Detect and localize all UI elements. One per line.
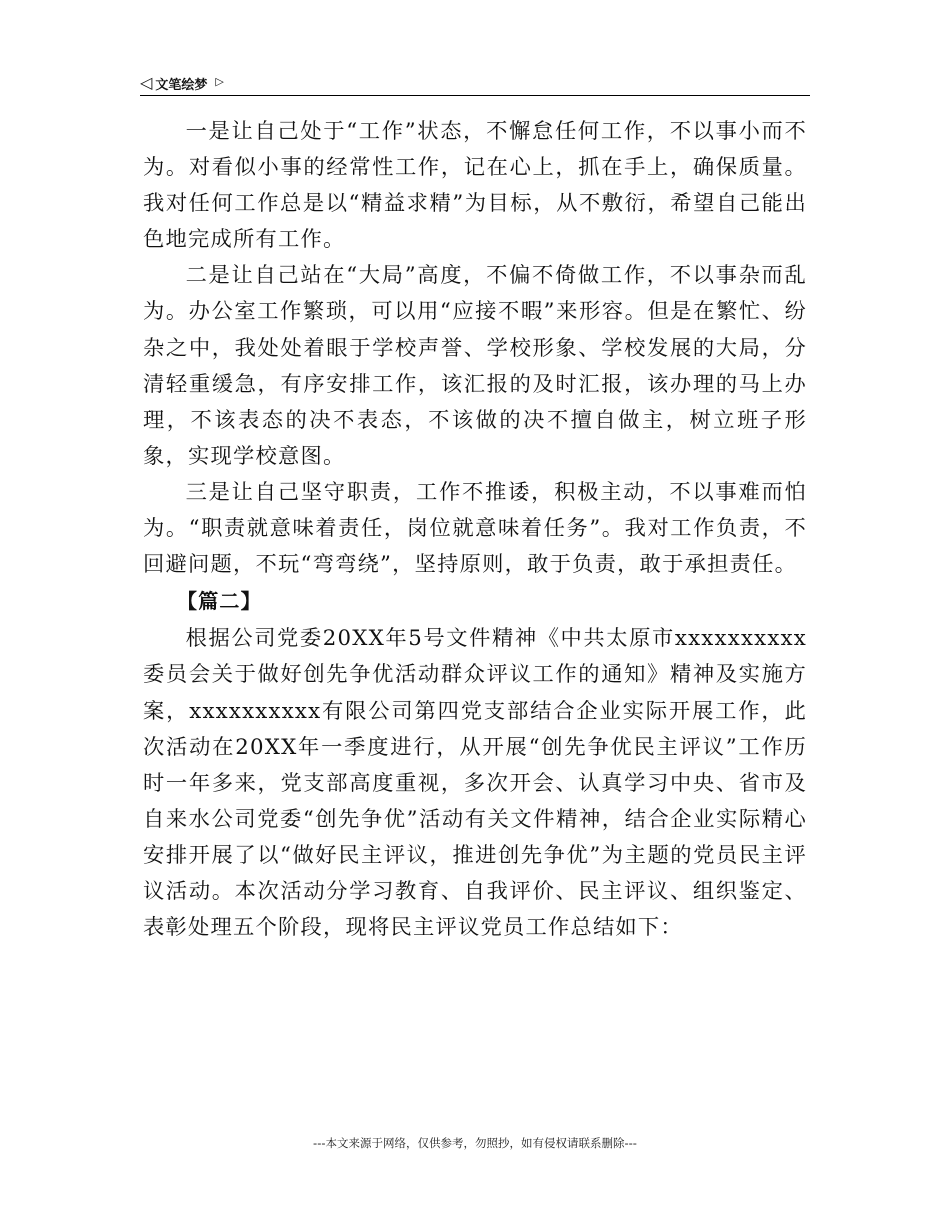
header-title: 文笔绘梦 [155, 77, 208, 93]
document-header [140, 72, 810, 94]
triangle-left-icon: ◁ [140, 73, 153, 92]
header-divider [140, 95, 810, 96]
paragraph-four: 根据公司党委20XX年5号文件精神《中共太原市xxxxxxxxxx委员会关于做好创先争优活动群众评议工作的通知》精神及实施方案，xxxxxxxxxx有限公司第四党支部结合企业实际开展工作，此次活动在20XX年一季度进行，从开展“创先争优民主评议”工作历时一年多来，党支部高度重视，多次开会、认真学习中央、省市及自来水公司党委“创先争优”活动有关文件精神，结合企业实际精心安排开展了以“做好民主评议，推进创先争优”为主题的党员民主评议活动。本次活动分学习教育、自我评价、民主评议、组织鉴定、表彰处理五个阶段，现将民主评议党员工作总结如下： [143, 626, 807, 941]
triangle-right-icon: ▷ [215, 74, 224, 88]
paragraph-two: 二是让自己站在“大局”高度，不偏不倚做工作，不以事杂而乱为。办公室工作繁琐，可以用“应接不暇”来形容。但是在繁忙、纷杂之中，我处处着眼于学校声誉、学校形象、学校发展的大局，分清轻重缓急，有序安排工作，该汇报的及时汇报，该办理的马上办理，不该表态的决不表态，不该做的决不擅自做主，树立班子形象，实现学校意图。 [143, 263, 807, 469]
footer-disclaimer: ---本文来源于网络，仅供参考，勿照抄，如有侵权请联系删除--- [313, 1136, 637, 1150]
paragraph-three: 三是让自己坚守职责，工作不推诿，积极主动，不以事难而怕为。“职责就意味着责任，岗位就意味着任务”。我对工作负责，不回避问题，不玩“弯弯绕”，坚持原则，敢于负责，敢于承担责任。 [143, 479, 807, 578]
document-body [143, 114, 807, 946]
paragraph-one: 一是让自己处于“工作”状态，不懈怠任何工作，不以事小而不为。对看似小事的经常性工作，记在心上，抓在手上，确保质量。我对任何工作总是以“精益求精”为目标，从不敷衍，希望自己能出色地完成所有工作。 [143, 119, 807, 253]
section-heading: 【篇二】 [177, 589, 262, 614]
